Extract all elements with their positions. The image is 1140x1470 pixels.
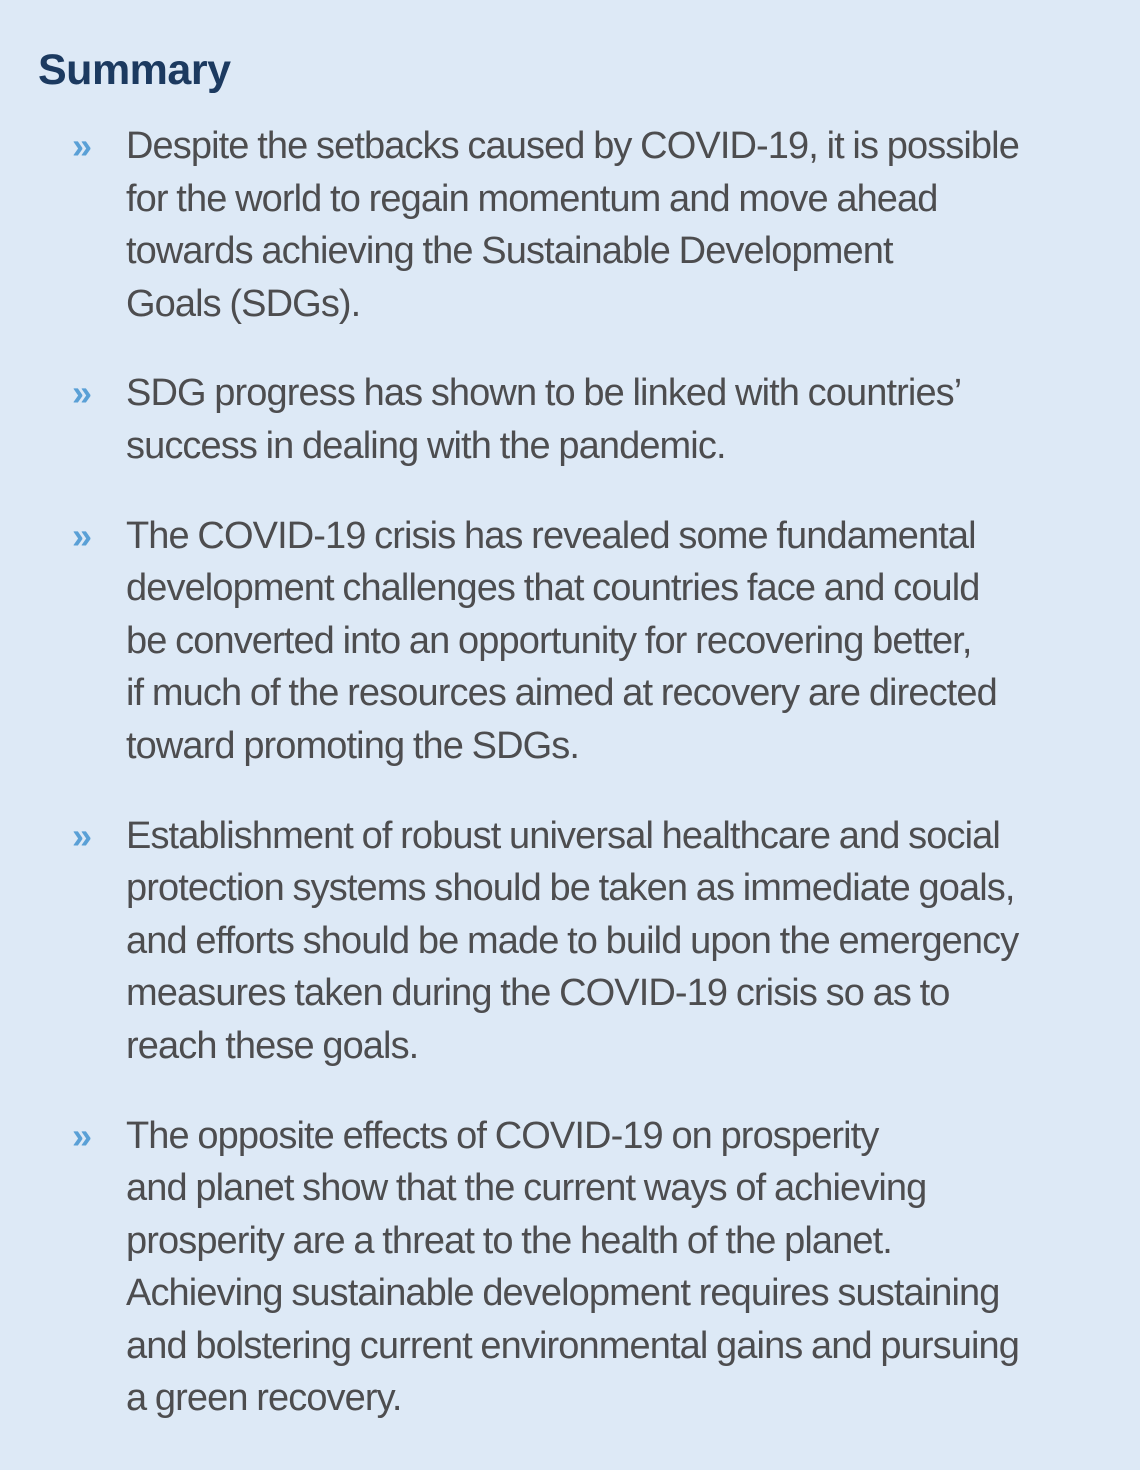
summary-point-text (126, 1110, 1086, 1426)
text-line: for the world to regain momentum and move ahead (126, 177, 938, 220)
bullet-icon: » (72, 372, 93, 414)
text-line: and efforts should be made to build upon the emergency (126, 919, 1019, 962)
text-line: Goals (SDGs). (126, 282, 361, 325)
summary-point-1 (38, 120, 1100, 330)
summary-point-4 (38, 810, 1100, 1073)
text-line: Achieving sustainable development requires sustaining (126, 1272, 1000, 1315)
text-line: The COVID-19 crisis has revealed some fundamental (126, 514, 976, 557)
bullet-icon: » (72, 514, 93, 556)
text-line: prosperity are a threat to the health of the planet. (126, 1219, 892, 1262)
text-line: success in dealing with the pandemic. (126, 424, 726, 467)
text-line: toward promoting the SDGs. (126, 724, 580, 767)
text-line: The opposite effects of COVID-19 on prosperity (126, 1114, 879, 1157)
text-line: development challenges that countries face and could (126, 567, 980, 610)
summary-point-5 (38, 1110, 1100, 1426)
text-line: a green recovery. (126, 1377, 402, 1420)
text-line: SDG progress has shown to be linked with countries’ (126, 372, 962, 415)
text-line: if much of the resources aimed at recovery are directed (126, 672, 997, 715)
text-line: measures taken during the COVID-19 crisis so as to (126, 972, 950, 1015)
summary-point-text (126, 510, 1086, 773)
text-line: be converted into an opportunity for recovering better, (126, 619, 972, 662)
bullet-icon: » (72, 1114, 93, 1156)
bullet-icon: » (72, 125, 93, 166)
text-line: protection systems should be taken as immediate goals, (126, 867, 1015, 910)
summary-point-2 (38, 367, 1100, 472)
summary-point-text (126, 120, 1086, 330)
summary-point-text (126, 810, 1086, 1073)
summary-point-3 (38, 510, 1100, 773)
text-line: reach these goals. (126, 1024, 419, 1067)
text-line: and planet show that the current ways of achieving (126, 1167, 927, 1210)
summary-title: Summary (38, 46, 231, 94)
summary-points (38, 120, 1100, 1425)
text-line: towards achieving the Sustainable Development (126, 230, 893, 273)
text-line: and bolstering current environmental gains and pursuing (126, 1324, 1019, 1367)
bullet-icon: » (72, 814, 93, 856)
text-line: Despite the setbacks caused by COVID-19, it is possible (126, 125, 1019, 167)
text-line: Establishment of robust universal healthcare and social (126, 814, 1000, 857)
summary-point-text (126, 367, 1086, 472)
